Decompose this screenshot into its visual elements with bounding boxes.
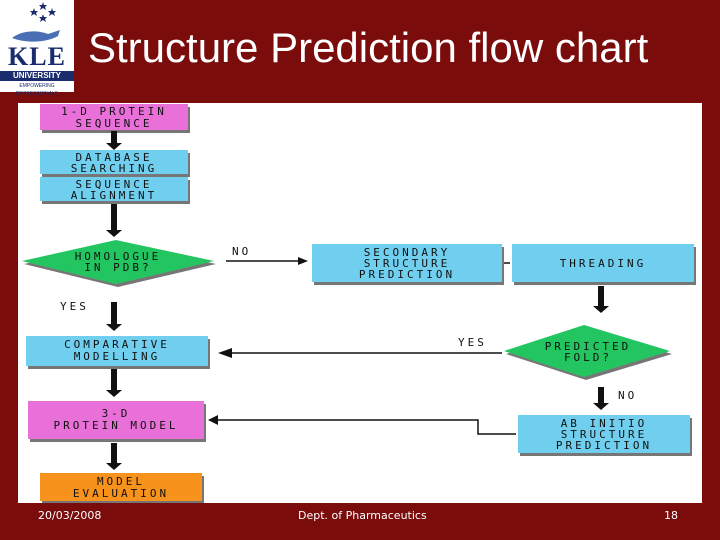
stars-icon [28,2,58,24]
svg-text:SEQUENCE: SEQUENCE [75,178,153,191]
svg-text:SECONDARY: SECONDARY [363,246,451,259]
node-comparative-modelling [26,336,208,366]
svg-text:COMPARATIVE: COMPARATIVE [64,338,170,351]
svg-text:MODELLING: MODELLING [73,350,161,363]
arrow-down-3 [106,302,122,331]
footer-department: Dept. of Pharmaceutics [298,509,427,522]
svg-text:3-D: 3-D [101,407,131,420]
footer-page-number: 18 [664,509,678,522]
label-no-2: NO [618,389,638,402]
svg-text:PREDICTION: PREDICTION [358,268,456,281]
node-protein-sequence [40,104,188,130]
arrow-down-6 [106,369,122,397]
svg-text:PREDICTED: PREDICTED [544,340,632,353]
svg-text:MODEL: MODEL [96,475,146,488]
svg-text:IN PDB?: IN PDB? [84,261,152,274]
svg-text:1-D PROTEIN: 1-D PROTEIN [61,105,167,118]
svg-text:STRUCTURE: STRUCTURE [363,257,451,270]
arrow-left-2 [208,415,516,434]
arrow-left-1 [218,348,502,358]
arrow-down-1 [106,131,122,150]
footer-date: 20/03/2008 [38,509,102,522]
arrow-down-2 [106,204,122,237]
label-yes-2: YES [458,336,487,349]
svg-text:EVALUATION: EVALUATION [72,487,170,500]
node-predicted-fold [504,325,670,377]
node-sequence-alignment [40,177,188,202]
svg-text:HOMOLOGUE: HOMOLOGUE [74,250,162,263]
arrow-down-7 [106,443,122,470]
node-ab-initio-structure-prediction [518,415,690,453]
label-yes-1: YES [60,300,89,313]
arrow-down-4 [593,286,609,313]
arrow-right-1 [226,257,308,265]
arrow-down-5 [593,387,609,410]
logo-university: UNIVERSITY [0,71,74,81]
svg-text:SEARCHING: SEARCHING [70,162,158,175]
svg-text:DATABASE: DATABASE [75,151,153,164]
svg-text:STRUCTURE: STRUCTURE [560,428,648,441]
svg-text:SEQUENCE: SEQUENCE [75,117,153,130]
svg-text:FOLD?: FOLD? [563,351,613,364]
node-homologue-in-pdb [22,240,214,284]
kle-university-logo [0,0,74,97]
svg-text:PREDICTION: PREDICTION [555,439,653,452]
svg-text:ALIGNMENT: ALIGNMENT [70,189,158,202]
node-3d-protein-model [28,401,204,439]
node-secondary-structure-prediction [312,244,502,282]
flowchart-panel [18,103,702,503]
slide-title: Structure Prediction flow chart [88,24,649,71]
node-model-evaluation [40,473,202,501]
svg-text:THREADING: THREADING [559,257,647,270]
flowchart [18,103,702,503]
logo-tagline: EMPOWERING PROFESSIONALS [15,83,59,97]
svg-text:AB INITIO: AB INITIO [560,417,648,430]
node-database-searching [40,150,188,175]
node-threading [512,244,694,282]
label-no-1: NO [232,245,252,258]
logo-text: KLE [8,42,66,71]
svg-text:PROTEIN MODEL: PROTEIN MODEL [53,419,179,432]
